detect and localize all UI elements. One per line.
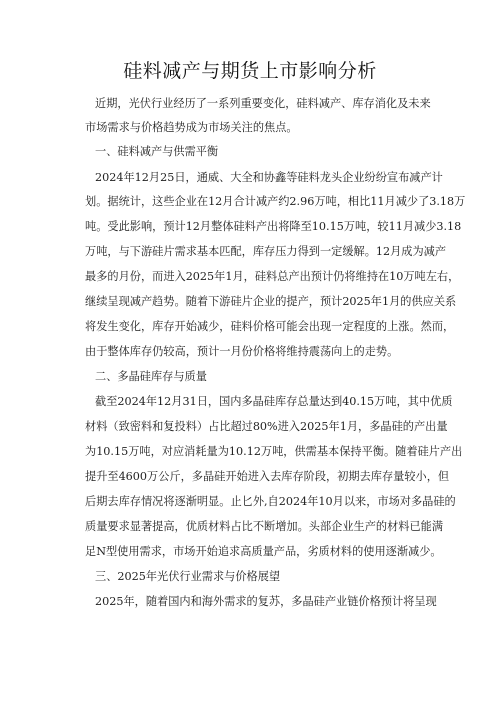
paragraph-line: 由于整体库存仍较高，预计一月份价格将维持震荡向上的走势。 xyxy=(85,345,399,358)
document-title: 硅料减产与期货上市影响分析 xyxy=(123,60,377,82)
paragraph-line: 市场需求与价格趋势成为市场关注的焦点。 xyxy=(85,121,298,134)
paragraph-line: 截至2024年12月31日，国内多晶硅库存总量达到40.15万吨，其中优质 xyxy=(95,395,453,408)
paragraph-line: 吨。受此影响，预计12月整体硅料产出将降至10.15万吨，较11月减少3.18 xyxy=(85,220,462,233)
paragraph-line: 2024年12月25日，通威、大全和协鑫等硅料龙头企业纷纷宣布减产计 xyxy=(95,171,443,184)
paragraph-line: 近期，光伏行业经历了一系列重要变化，硅料减产、库存消化及未来 xyxy=(95,97,431,110)
paragraph-line: 足N型使用需求，市场开始追求高质量产品，劣质材料的使用逐渐减少。 xyxy=(85,545,442,558)
paragraph-line: 为10.15万吨，对应消耗量为10.12万吨，供需基本保持平衡。随着硅片产出 xyxy=(85,445,463,458)
paragraph-line: 将发生变化，库存开始减少，硅料价格可能会出现一定程度的上涨。然而， xyxy=(85,320,455,333)
paragraph-line: 2025年，随着国内和海外需求的复苏，多晶硅产业链价格预计将呈现 xyxy=(95,595,437,608)
paragraph-line: 质量要求显著提高，优质材料占比不断增加。头部企业生产的材料已能满 xyxy=(85,520,444,533)
section-heading: 三、2025年光伏行业需求与价格展望 xyxy=(95,570,281,583)
paragraph-line: 万吨，与下游硅片需求基本匹配，库存压力得到一定缓解。12月成为减产 xyxy=(85,245,447,258)
paragraph-line: 划。据统计，这些企业在12月合计减产约2.96万吨，相比11月减少了3.18万 xyxy=(85,195,466,208)
paragraph-line: 继续呈现减产趋势。随着下游硅片企业的提产，预计2025年1月的供应关系 xyxy=(85,295,457,308)
section-heading: 二、多晶硅库存与质量 xyxy=(95,370,207,383)
paragraph-line: 后期去库存情况将逐渐明显。止匕外,自2024年10月以来，市场对多晶硅的 xyxy=(85,495,456,508)
paragraph-line: 最多的月份，而进入2025年1月，硅料总产出预计仍将维持在10万吨左右， xyxy=(85,270,460,283)
paragraph-line: 提升至4600万公斤，多晶硅开始进入去库存阶段，初期去库存量较小，但 xyxy=(85,470,450,483)
section-heading: 一、硅料减产与供需平衡 xyxy=(95,145,219,158)
paragraph-line: 材料（致密料和复投料）占比超过80%进入2025年1月，多晶硅的产出量 xyxy=(85,420,448,433)
